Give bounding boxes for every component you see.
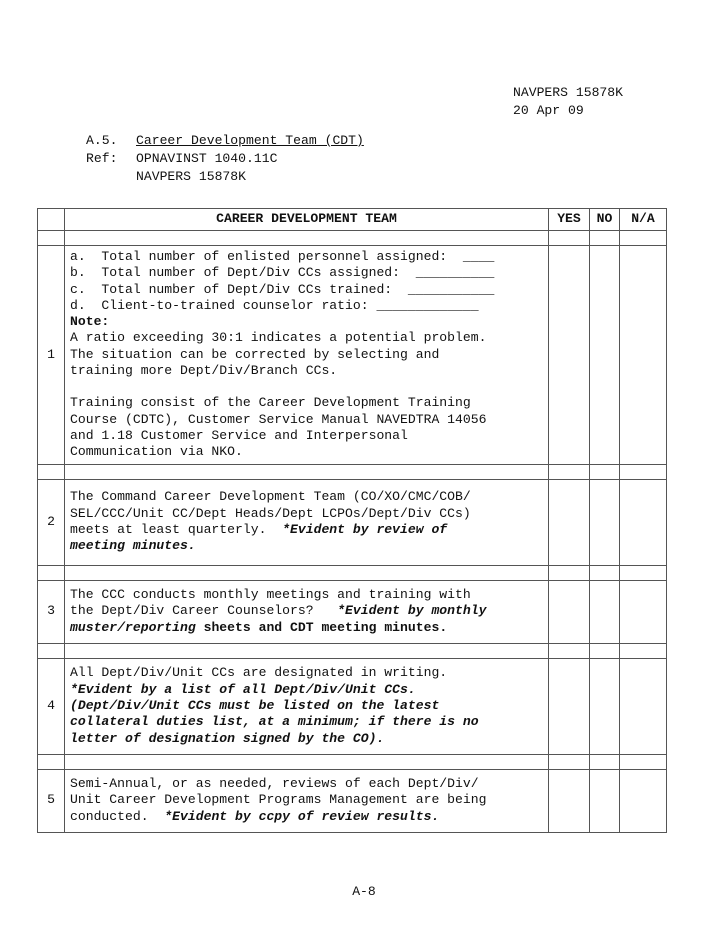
doc-id: NAVPERS 15878K — [513, 85, 624, 100]
no-cell[interactable] — [590, 246, 620, 465]
no-cell[interactable] — [590, 479, 620, 565]
row-number: 1 — [38, 246, 65, 465]
table-header-row — [38, 209, 667, 231]
yes-cell[interactable] — [549, 479, 590, 565]
ref-item: OPNAVINST 1040.11C — [136, 151, 278, 166]
header-number-cell — [38, 209, 65, 231]
na-cell[interactable] — [620, 580, 667, 643]
section-title: Career Development Team (CDT) — [136, 133, 364, 148]
no-cell[interactable] — [590, 580, 620, 643]
row-number: 4 — [38, 658, 65, 754]
row-item-text: All Dept/Div/Unit CCs are designated in writing. *Evident by a list of all Dept/Div/Unit CCs. (Dept/Div/Unit CCs must be listed on the latest collateral duties list, at a minimum; if there is no letter of designation signed by the CO). — [65, 658, 549, 754]
na-cell[interactable] — [620, 479, 667, 565]
checklist-table — [37, 208, 667, 833]
yes-cell[interactable] — [549, 246, 590, 465]
table-row — [38, 658, 667, 754]
row-number: 5 — [38, 769, 65, 832]
ref-item: NAVPERS 15878K — [136, 169, 247, 184]
row-number: 3 — [38, 580, 65, 643]
row-item-text: a. Total number of enlisted personnel assigned: ____ b. Total number of Dept/Div CCs assigned: __________ c. Total number of Dept/Div CCs trained: ___________ d. Client-to-trained counselor ratio: _____________ Note: A ratio exceeding 30:1 indicates a potential problem. The situation can be corrected by selecting and training more Dept/Div/Branch CCs. Training consist of the Career Development Training Course (CDTC), Customer Service Manual NAVEDTRA 14056 and 1.18 Customer Service and Interpersonal Communication via NKO. — [65, 246, 549, 465]
na-cell[interactable] — [620, 658, 667, 754]
spacer-row — [38, 464, 667, 479]
table-row — [38, 246, 667, 465]
no-cell[interactable] — [590, 769, 620, 832]
section-number: A.5. — [86, 133, 118, 148]
header-item: CAREER DEVELOPMENT TEAM — [65, 209, 549, 231]
spacer-row — [38, 565, 667, 580]
row-item-text: The CCC conducts monthly meetings and training with the Dept/Div Career Counselors? *Evident by monthly muster/reporting sheets and CDT meeting minutes. — [65, 580, 549, 643]
header-no: NO — [590, 209, 620, 231]
spacer-row — [38, 231, 667, 246]
row-number: 2 — [38, 479, 65, 565]
spacer-row — [38, 754, 667, 769]
doc-date: 20 Apr 09 — [513, 103, 584, 118]
header-na: N/A — [620, 209, 667, 231]
header-yes: YES — [549, 209, 590, 231]
na-cell[interactable] — [620, 246, 667, 465]
row-item-text: Semi-Annual, or as needed, reviews of each Dept/Div/ Unit Career Development Programs Management are being conducted. *Evident by ccpy of review results. — [65, 769, 549, 832]
yes-cell[interactable] — [549, 769, 590, 832]
yes-cell[interactable] — [549, 658, 590, 754]
page-number: A-8 — [352, 884, 376, 899]
spacer-row — [38, 643, 667, 658]
ref-label: Ref: — [86, 151, 118, 166]
section-heading — [86, 133, 364, 187]
no-cell[interactable] — [590, 658, 620, 754]
row-item-text: The Command Career Development Team (CO/XO/CMC/COB/ SEL/CCC/Unit CC/Dept Heads/Dept LCPOs/Dept/Div CCs) meets at least quarterly. *Evident by review of meeting minutes. — [65, 479, 549, 565]
table-row — [38, 769, 667, 832]
na-cell[interactable] — [620, 769, 667, 832]
yes-cell[interactable] — [549, 580, 590, 643]
document-header — [513, 85, 623, 121]
table-row — [38, 580, 667, 643]
table-row — [38, 479, 667, 565]
